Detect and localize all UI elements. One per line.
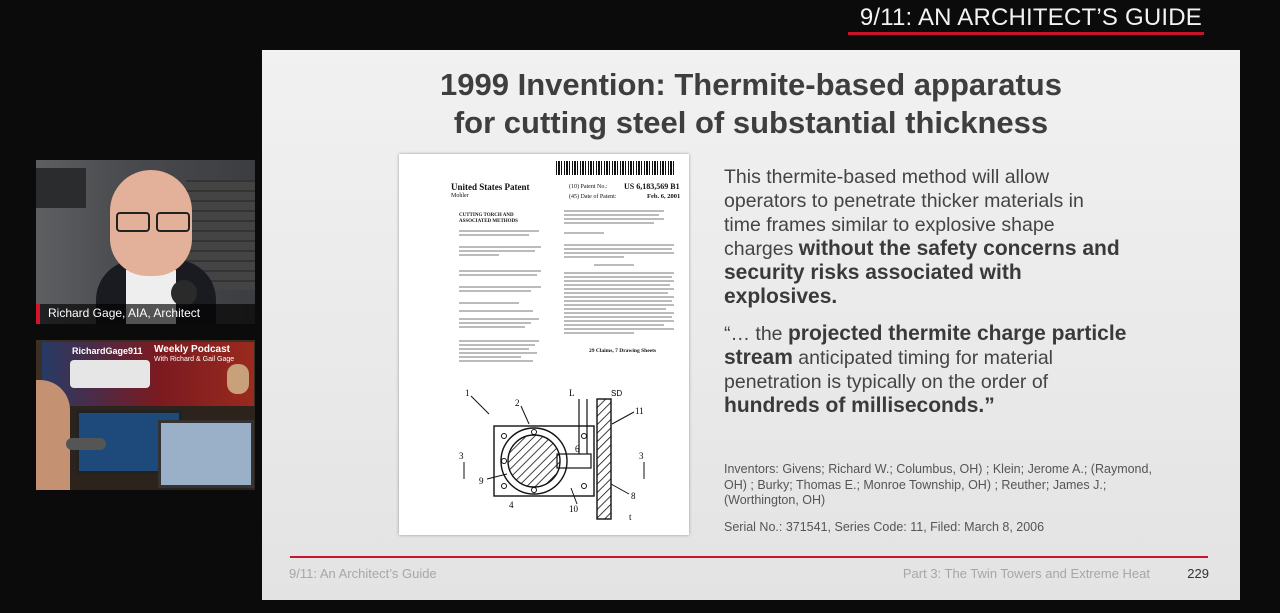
footer-divider — [290, 556, 1208, 558]
speaker-name: Richard Gage, AIA, Architect — [48, 306, 201, 320]
fig-label: 9 — [479, 476, 484, 486]
podcast-hosts: With Richard & Gail Gage — [154, 356, 235, 363]
brand-title: 9/11: AN ARCHITECT’S GUIDE — [859, 4, 1202, 31]
patent-claims: 29 Claims, 7 Drawing Sheets — [589, 348, 657, 354]
podcast-site: RichardGage911 — [72, 346, 143, 356]
footer-section: Part 3: The Twin Towers and Extreme Heat — [902, 566, 1150, 581]
fig-label: 4 — [509, 500, 514, 510]
slide-title-line1: 1999 Invention: Thermite-based apparatus — [440, 67, 1062, 102]
patent-date-label: (45) Date of Patent: — [569, 194, 617, 200]
slide-title — [262, 66, 1240, 142]
podcast-banner — [42, 342, 254, 406]
fig-label: L — [569, 388, 575, 398]
patent-inventor: Mohler — [451, 193, 469, 199]
quote-paragraph: “… the projected thermite charge particle stream anticipated timing for material penetration is typically on the order of hundreds of milliseconds.” — [724, 322, 1127, 417]
footer-title: 9/11: An Architect’s Guide — [289, 566, 437, 581]
fig-label: 1 — [465, 388, 470, 398]
presentation-slide — [262, 50, 1240, 600]
patent-drawing — [459, 384, 659, 529]
patent-date: Feb. 6, 2001 — [647, 193, 681, 200]
patent-heading: United States Patent — [451, 182, 530, 192]
slide-title-line2: for cutting steel of substantial thickness — [453, 105, 1049, 140]
podcast-webcam — [36, 340, 255, 490]
speaker-name-bar — [36, 304, 255, 324]
patent-document-image — [399, 154, 689, 535]
fig-label: 3 — [459, 451, 464, 461]
slide-page-number: 229 — [1187, 566, 1209, 581]
barcode — [556, 161, 674, 175]
fig-label: 8 — [631, 491, 636, 501]
brand-underline — [848, 32, 1204, 35]
fig-label: 11 — [635, 406, 644, 416]
patent-no-label: (10) Patent No.: — [569, 184, 608, 190]
patent-title-field: CUTTING TORCH AND ASSOCIATED METHODS — [459, 213, 518, 224]
fig-label: 2 — [515, 398, 520, 408]
fig-label: SD — [611, 389, 623, 398]
patent-no: US 6,183,569 B1 — [624, 182, 680, 191]
fig-label: 10 — [569, 504, 578, 514]
serial-text: Serial No.: 371541, Series Code: 11, Filed: March 8, 2006 — [724, 520, 1045, 534]
podcast-show: Weekly Podcast — [154, 344, 230, 355]
description-paragraph: This thermite-based method will allow operators to penetrate thicker materials in time frames similar to explosive shape charges without the safety concerns and security risks associated with explosives. — [724, 166, 1120, 308]
fig-label: t — [629, 512, 632, 522]
speaker-webcam — [36, 160, 255, 324]
inventors-text: Inventors: Givens; Richard W.; Columbus, OH) ; Klein; Jerome A.; (Raymond, OH) ; Burky; Thomas E.; Monroe Township, OH) ; Reuther; James J.; (Worthington, OH) — [724, 462, 1152, 507]
fig-label: 3 — [639, 451, 644, 461]
fig-label: 6 — [575, 444, 580, 454]
